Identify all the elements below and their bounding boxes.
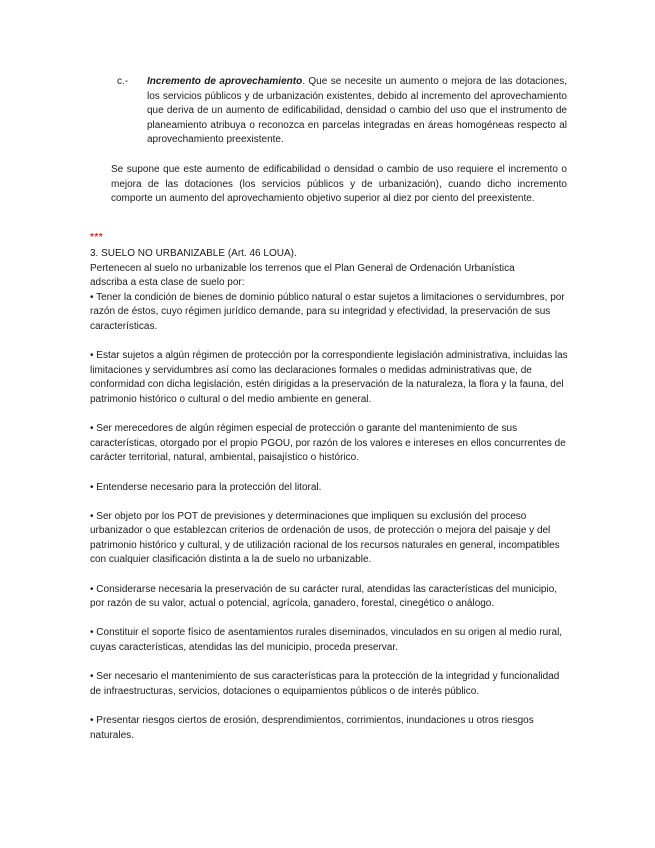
section-heading: 3. SUELO NO URBANIZABLE (Art. 46 LOUA).	[90, 248, 297, 259]
list-item-title: Incremento de aprovechamiento	[147, 76, 303, 87]
section-suelo-no-urbanizable	[90, 247, 570, 743]
bullet-item	[90, 349, 570, 407]
bullet-text: • Tener la condición de bienes de dominio público natural o estar sujetos a limitaciones o servidumbres, por razón de éstos, cuyo régimen jurídico demande, para su integridad y efectividad, la preservación de sus características.	[90, 291, 565, 332]
explanatory-paragraph: Se supone que este aumento de edificabilidad o densidad o cambio de uso requiere el incremento o mejora de las dotaciones (los servicios públicos y de urbanización), cuando dicho incremento comporte un aumento del aprovechamiento objetivo superior al diez por ciento del preexistente.	[111, 164, 567, 205]
bullet-text: • Entenderse necesario para la protección del litoral.	[90, 481, 322, 493]
bullet-text: • Considerarse necesaria la preservación de su carácter rural, atendidas las características del municipio, por razón de su valor, actual o potencial, agrícola, ganadero, forestal, cinegético o análogo.	[90, 583, 558, 610]
bullet-text: • Presentar riesgos ciertos de erosión, desprendimientos, corrimientos, inundaciones u otros riesgos naturales.	[90, 715, 534, 741]
bullet-item	[90, 510, 570, 568]
section-intro-line-2: adscriba a esta clase de suelo por:	[90, 277, 245, 289]
list-marker: c.-	[117, 76, 129, 87]
bullet-text: • Constituir el soporte físico de asentamientos rurales diseminados, vinculados en su origen al medio rural, cuyas características, atendidas las del municipio, proceda preservar.	[90, 627, 563, 654]
bullet-text: • Estar sujetos a algún régimen de protección por la correspondiente legislación administrativa, incluidas las limitaciones y servidumbres así como las declaraciones formales o medidas administrativas que, de conformidad con dicha legislación, estén dirigidas a la preservación de la naturaleza, la flora y la fauna, del patrimonio histórico o cultural o del medio ambiente en general.	[90, 350, 568, 405]
bullet-item	[90, 422, 570, 466]
section-separator: ***	[90, 232, 104, 243]
bullet-text: • Ser objeto por los POT de previsiones y determinaciones que impliquen su exclusión del proceso urbanizador o que establezcan criterios de ordenación de usos, de protección o mejora del paisaje y del patrimonio histórico y cultural, y de utilización racional de los recursos naturales en general, incompatibles con cualquier clasificación distinta a la de suelo no urbanizable.	[90, 510, 560, 566]
bullet-item	[90, 670, 570, 699]
bullet-item	[90, 583, 570, 612]
bullet-item	[90, 291, 570, 335]
bullet-item	[90, 481, 570, 496]
bullet-item	[90, 714, 570, 743]
list-item-text: . Que se necesite un aumento o mejora de las dotaciones, los servicios públicos y de urbanización existentes, debido al incremento del aprovechamiento que deriva de un aumento de edificabilidad, densidad o cambio del uso que el instrumento de planeamiento atribuya o reconozca en parcelas integradas en áreas homogéneas respecto al aprovechamiento preexistente.	[147, 76, 567, 146]
list-item-body	[147, 75, 567, 148]
section-intro-line-1: Pertenecen al suelo no urbanizable los terrenos que el Plan General de Ordenación Urbanística	[90, 262, 515, 274]
list-item-c	[117, 75, 567, 148]
bullet-item	[90, 626, 570, 655]
bullet-text: • Ser necesario el mantenimiento de sus características para la protección de la integridad y funcionalidad de infraestructuras, servicios, dotaciones o equipamientos públicos o de interés público.	[90, 671, 560, 697]
bullet-text: • Ser merecedores de algún régimen especial de protección o garante del mantenimiento de sus características, otorgado por el propio PGOU, por razón de los valores e intereses en ellos concurrentes de carácter territorial, natural, ambiental, paisajístico o histórico.	[90, 423, 566, 464]
section-intro	[90, 247, 570, 291]
